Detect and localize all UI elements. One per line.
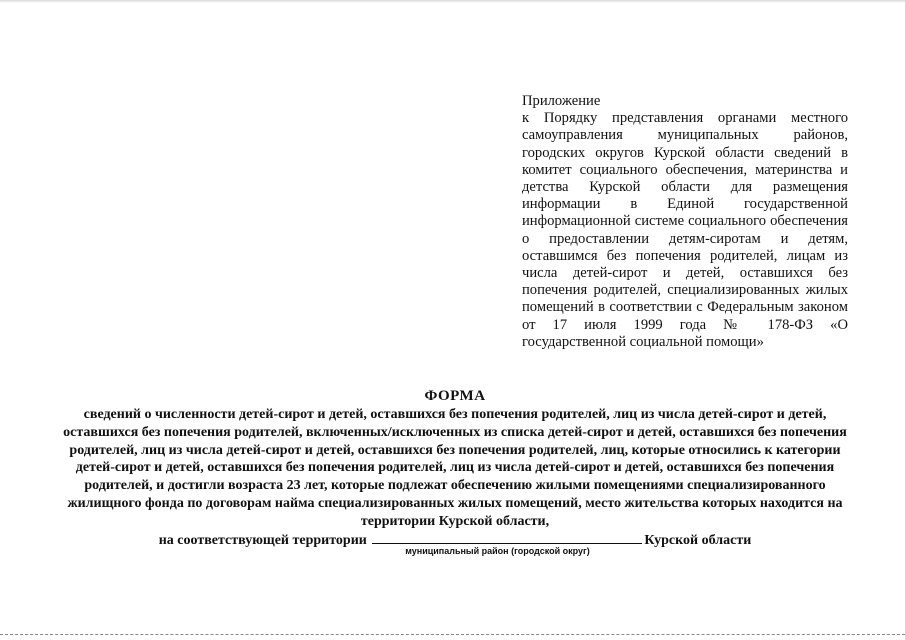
form-block <box>60 386 850 549</box>
scan-bottom-edge <box>0 634 905 637</box>
appendix-text: к Порядку представления органами местного самоуправления муниципальных районов, городских округов Курской области сведений в комитет социального обеспечения, материнства и детства Курской области для размещения информации в Единой государственной информационной системе социального обеспечения о предоставлении детям-сиротам и детям, оставшимся без попечения родителей, лицам из числа детей-сирот и детей, оставшихся без попечения родителей, специализированных жилых помещений в соответствии с Федеральным законом от 17 июля 1999 года № 178-ФЗ «О государственной социальной помощи» <box>522 110 848 350</box>
territory-suffix: Курской области <box>644 532 752 548</box>
form-title: ФОРМА <box>424 388 486 404</box>
appendix-heading: Приложение <box>522 93 601 109</box>
blank-caption: муниципальный район (городской округ) <box>405 546 590 556</box>
scan-top-edge <box>0 0 905 3</box>
appendix-block <box>522 93 848 351</box>
form-description: сведений о численности детей-сирот и детей, оставшихся без попечения родителей, лиц из числа детей-сирот и детей, оставшихся без попечения родителей, включенных/исключенных из списка детей-сирот и детей, оставшихся без попечения родителей, лиц из числа детей-сирот и детей, оставшихся без попечения родителей, лиц, которые относились к категории детей-сирот и детей, оставшихся без попечения родителей, лиц из числа детей-сирот и детей, оставшихся без попечения родителей, и достигли возраста 23 лет, которые подлежат обеспечению жилыми помещениями специализированного жилищного фонда по договорам найма специализированных жилых помещений, место жительства которых находится на территории Курской области, <box>63 407 847 529</box>
form-body <box>60 406 850 549</box>
territory-prefix: на соответствующей территории <box>158 532 367 548</box>
territory-blank-line <box>372 531 642 544</box>
